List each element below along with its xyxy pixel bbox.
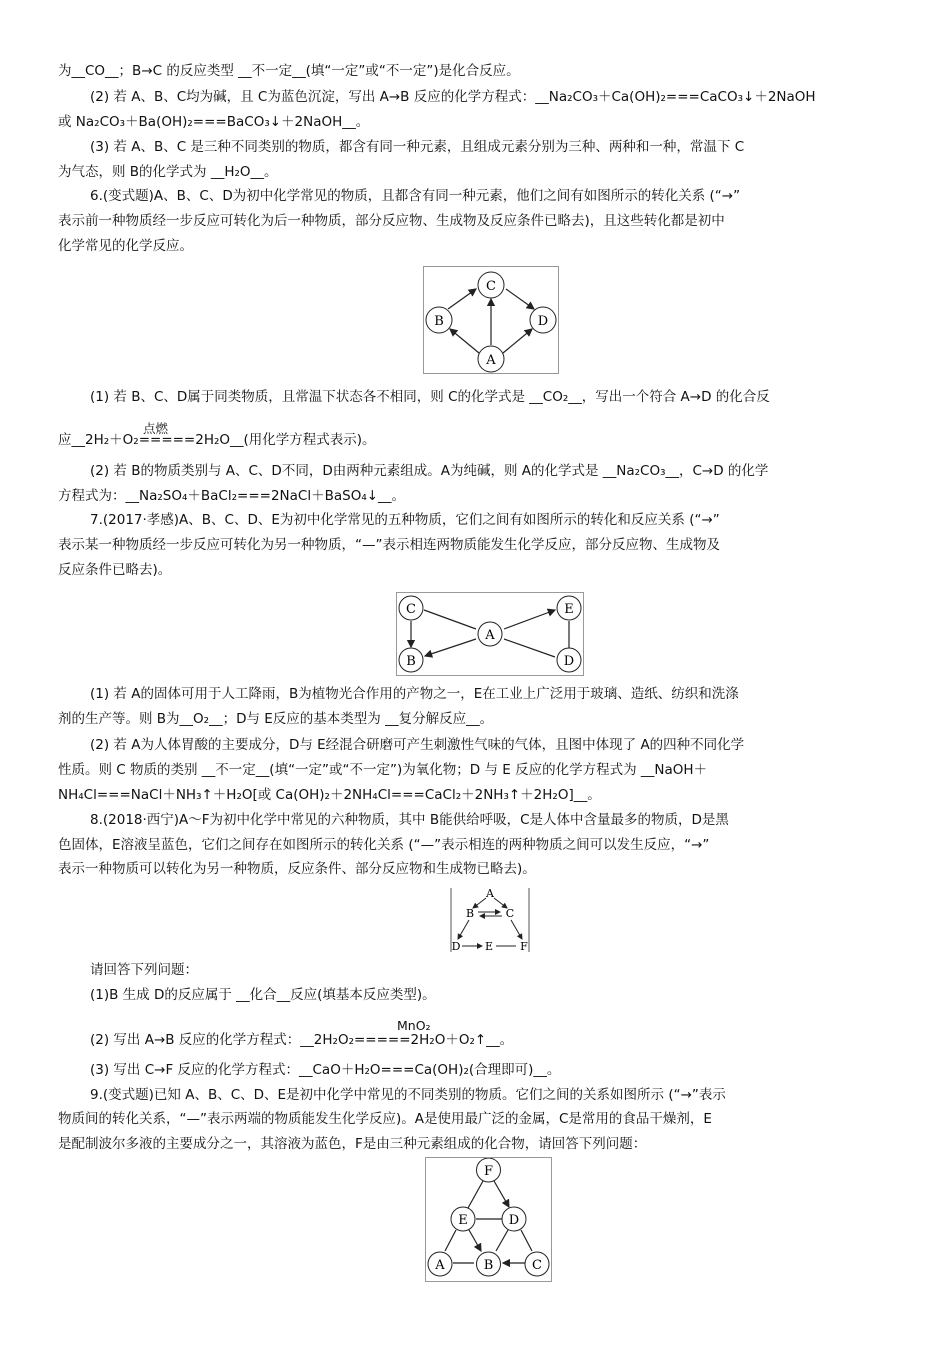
text-line: 或 Na₂CO₃＋Ba(OH)₂===BaCO₃↓＋2NaOH__。 bbox=[58, 114, 370, 130]
svg-text:C: C bbox=[406, 602, 416, 617]
text-line: 物质间的转化关系，“—”表示两端的物质能发生化学反应)。A是使用最广泛的金属，C是常用的食品干燥剂，E bbox=[58, 1111, 712, 1127]
text-line: 9.(变式题)已知 A、B、C、D、E是初中化学中常见的不同类别的物质。它们之间的关系如图所示 (“→”表示 bbox=[90, 1087, 726, 1103]
diagram-q8 bbox=[450, 886, 530, 954]
node-d bbox=[530, 307, 556, 333]
node-a bbox=[478, 346, 504, 372]
node-c: C bbox=[505, 907, 515, 920]
svg-text:F: F bbox=[483, 1164, 494, 1179]
text-line: (2) 若 A为人体胃酸的主要成分，D与 E经混合研磨可产生刺激性气味的气体，且图中体现了 A的四种不同化学 bbox=[90, 737, 745, 753]
text-line: 6.(变式题)A、B、C、D为初中化学常见的物质，且都含有同一种元素，他们之间有如图所示的转化关系 (“→” bbox=[90, 188, 741, 204]
node-b bbox=[477, 1252, 501, 1276]
svg-text:B: B bbox=[434, 314, 444, 329]
node-a: A bbox=[486, 887, 494, 900]
text-line: (3) 写出 C→F 反应的化学方程式：__CaO＋H₂O===Ca(OH)₂(合理即可)__。 bbox=[90, 1062, 561, 1078]
node-c bbox=[525, 1252, 549, 1276]
text-line: 为气态，则 B的化学式为 __H₂O__。 bbox=[58, 164, 278, 180]
node-d: D bbox=[451, 940, 461, 953]
node-c bbox=[478, 272, 504, 298]
node-c bbox=[399, 596, 423, 620]
text-line: (1) 若 B、C、D属于同类物质，且常温下状态各不相同，则 C的化学式是 __CO₂__，写出一个符合 A→D 的化合反 bbox=[90, 389, 770, 405]
node-f: F bbox=[520, 940, 528, 953]
node-e bbox=[557, 596, 581, 620]
text-line: 表示前一种物质经一步反应可转化为后一种物质，部分反应物、生成物及反应条件已略去)，且这些转化都是初中 bbox=[58, 213, 725, 229]
svg-text:C: C bbox=[486, 279, 496, 294]
svg-text:A: A bbox=[485, 628, 495, 643]
text-line: 反应条件已略去)。 bbox=[58, 562, 172, 578]
node-b: B bbox=[465, 907, 475, 920]
text-line: 方程式为：__Na₂SO₄＋BaCl₂===2NaCl＋BaSO₄↓__。 bbox=[58, 488, 406, 504]
node-e bbox=[451, 1207, 475, 1231]
text-line: 表示一种物质可以转化为另一种物质，反应条件、部分反应物和生成物已略去)。 bbox=[58, 861, 536, 877]
text-line: 是配制波尔多液的主要成分之一，其溶液为蓝色，F是由三种元素组成的化合物，请回答下列问题： bbox=[58, 1136, 647, 1152]
svg-text:A: A bbox=[486, 353, 496, 368]
text-line: (3) 若 A、B、C 是三种不同类别的物质，都含有同一种元素，且组成元素分别为三种、两种和一种，常温下 C bbox=[90, 139, 745, 155]
svg-text:D: D bbox=[563, 654, 575, 669]
svg-text:E: E bbox=[458, 1213, 468, 1228]
node-a bbox=[478, 622, 502, 646]
svg-text:E: E bbox=[564, 602, 574, 617]
svg-text:D: D bbox=[508, 1213, 520, 1228]
text-line: NH₄Cl===NaCl＋NH₃↑＋H₂O[或 Ca(OH)₂＋2NH₄Cl===CaCl₂＋2NH₃↑＋2H₂O]__。 bbox=[58, 787, 601, 803]
node-b bbox=[426, 307, 452, 333]
text-line: 7.(2017·孝感)A、B、C、D、E为初中化学常见的五种物质，它们之间有如图所示的转化和反应关系 (“→” bbox=[90, 512, 720, 528]
text-line: (1) 若 A的固体可用于人工降雨，B为植物光合作用的产物之一，E在工业上广泛用于玻璃、造纸、纺织和洗涤 bbox=[90, 686, 739, 702]
condition-ignite: 点燃 bbox=[143, 421, 169, 436]
svg-text:B: B bbox=[483, 1258, 494, 1273]
text-line: 性质。则 C 物质的类别 __不一定__(填“一定”或“不一定”)为氧化物；D 与 E 反应的化学方程式为 __NaOH＋ bbox=[58, 762, 708, 778]
node-b bbox=[399, 648, 423, 672]
text-line: 应__2H₂＋O₂=====2H₂O__(用化学方程式表示)。 bbox=[58, 432, 376, 448]
condition-mno2: MnO₂ bbox=[397, 1018, 431, 1033]
diagram-q7 bbox=[396, 592, 584, 676]
diagram-q9 bbox=[425, 1157, 552, 1282]
node-a bbox=[428, 1252, 452, 1276]
diagram-q6 bbox=[423, 266, 559, 374]
text-line: 表示某一种物质经一步反应可转化为另一种物质，“—”表示相连两物质能发生化学反应，部分反应物、生成物及 bbox=[58, 537, 720, 553]
text-line: (2) 若 B的物质类别与 A、C、D不同，D由两种元素组成。A为纯碱，则 A的化学式是 __Na₂CO₃__，C→D 的化学 bbox=[90, 463, 769, 479]
node-f bbox=[477, 1158, 501, 1182]
text-line: 剂的生产等。则 B为__O₂__；D与 E反应的基本类型为 __复分解反应__。 bbox=[58, 711, 494, 727]
svg-text:A: A bbox=[435, 1258, 445, 1273]
svg-text:B: B bbox=[406, 654, 416, 669]
text-line: 化学常见的化学反应。 bbox=[58, 238, 193, 254]
node-d bbox=[557, 648, 581, 672]
svg-text:D: D bbox=[537, 314, 549, 329]
svg-text:C: C bbox=[532, 1258, 542, 1273]
text-line: (1)B 生成 D的反应属于 __化合__反应(填基本反应类型)。 bbox=[90, 987, 436, 1003]
text-line: 色固体，E溶液呈蓝色，它们之间存在如图所示的转化关系 (“—”表示相连的两种物质之间可以发生反应，“→” bbox=[58, 837, 710, 853]
text-line: (2) 写出 A→B 反应的化学方程式：__2H₂O₂=====2H₂O＋O₂↑__。 bbox=[90, 1032, 514, 1048]
text-line: 8.(2018·西宁)A～F为初中化学中常见的六种物质，其中 B能供给呼吸，C是人体中含量最多的物质，D是黑 bbox=[90, 812, 729, 828]
node-d bbox=[502, 1207, 526, 1231]
text-line: 为__CO__；B→C 的反应类型 __不一定__(填“一定”或“不一定”)是化合反应。 bbox=[58, 63, 520, 79]
text-line: (2) 若 A、B、C均为碱，且 C为蓝色沉淀，写出 A→B 反应的化学方程式：__Na₂CO₃＋Ca(OH)₂===CaCO₃↓＋2NaOH bbox=[90, 89, 816, 105]
node-e: E bbox=[484, 940, 494, 953]
text-line: 请回答下列问题： bbox=[90, 962, 198, 978]
